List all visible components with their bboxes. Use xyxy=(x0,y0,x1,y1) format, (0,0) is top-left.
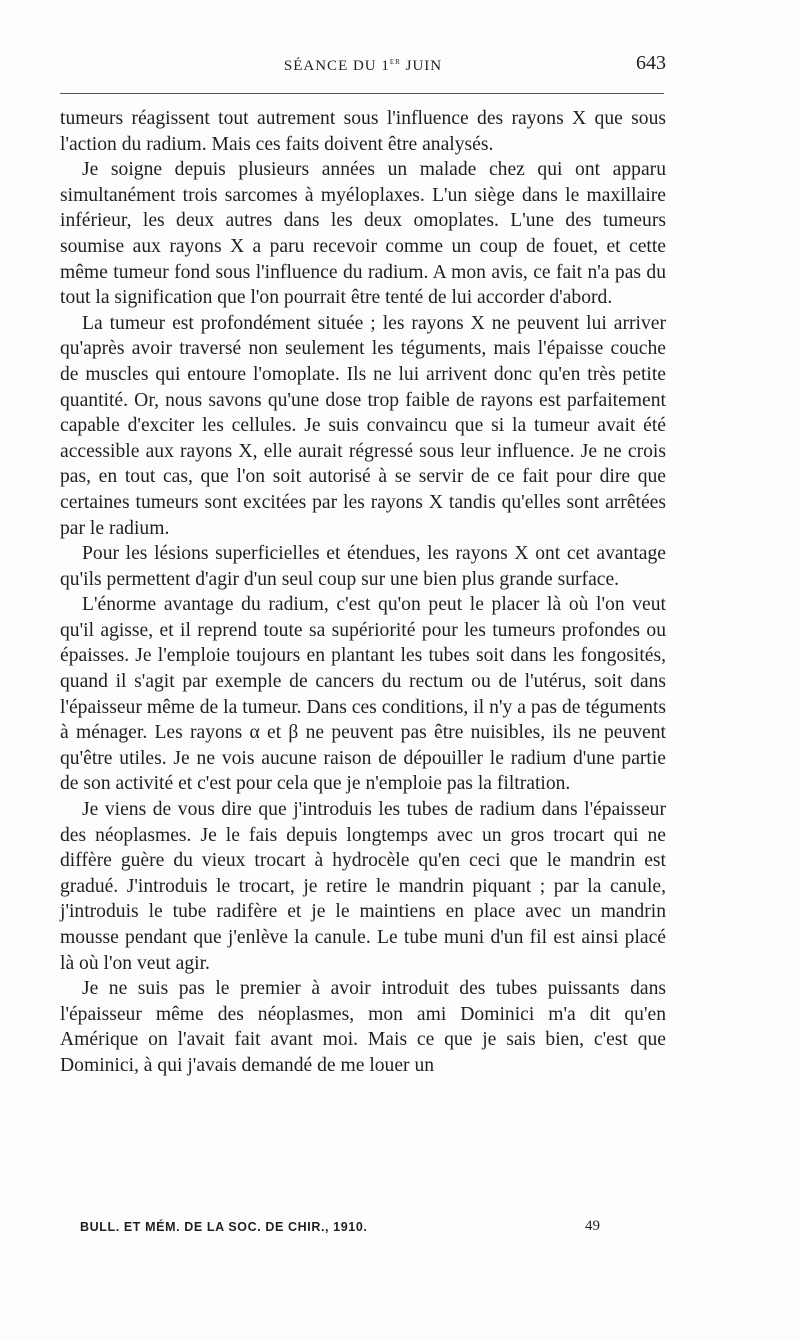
paragraph: Je viens de vous dire que j'introduis les tubes de radium dans l'épaisseur des néoplasmes. Je le fais depuis longtemps avec un gros trocart qui ne diffère guère du vieux trocart à hydrocèle qu'en ceci que le mandrin est gradué. J'introduis le trocart, je retire le mandrin piquant ; par la canule, j'introduis le tube radifère et je le maintiens en place avec un mandrin mousse pendant que j'enlève la canule. Le tube muni d'un fil est ainsi placé là où l'on veut agir. xyxy=(60,799,666,974)
running-title-superscript: er xyxy=(389,56,401,67)
paragraph: Je ne suis pas le premier à avoir introduit des tubes puissants dans l'épaisseur même des néoplasmes, mon ami Dominici m'a dit qu'en Amérique on l'avait fait avant moi. Mais ce que je sais bien, c'est que Dominici, à qui j'avais demandé de me louer un xyxy=(60,978,666,1076)
paragraph: Je soigne depuis plusieurs années un malade chez qui ont apparu simultanément trois sarcomes à myéloplaxes. L'un siège dans le maxillaire inférieur, les deux autres dans les deux omoplates. L'une des tumeurs soumise aux rayons X a paru recevoir comme un coup de fouet, et cette même tumeur fond sous l'influence du radium. A mon avis, ce fait n'a pas du tout la signification que l'on pourrait être tenté de lui accorder d'abord. xyxy=(60,159,666,309)
paragraph: L'énorme avantage du radium, c'est qu'on peut le placer là où l'on veut qu'il agisse, et il reprend toute sa supériorité pour les tumeurs profondes ou épaisses. Je l'emploie toujours en plantant les tubes soit dans les fongosités, quand il s'agit par exemple de cancers du rectum ou de l'utérus, soit dans l'épaisseur même de la tumeur. Dans ces conditions, il n'y a pas de téguments à ménager. Les rayons α et β ne peuvent pas être nuisibles, ils ne peuvent qu'être utiles. Je ne vois aucune raison de dépouiller le radium d'une partie de son activité et c'est pour cela que je n'emploie pas la filtration. xyxy=(60,594,666,795)
signature-mark: 49 xyxy=(585,1218,600,1234)
header-rule xyxy=(60,93,664,94)
paragraph: La tumeur est profondément située ; les rayons X ne peuvent lui arriver qu'après avoir traversé non seulement les téguments, mais l'épaisse couche de muscles qui entoure l'omoplate. Ils ne lui arrivent donc qu'en très petite quantité. Or, nous savons qu'une dose trop faible de rayons est parfaitement capable d'exciter les cellules. Je suis convaincu que si la tumeur avait été accessible aux rayons X, elle aurait régressé sous leur influence. Je ne crois pas, en tout cas, que l'on soit autorisé à se servir de ce fait pour dire que certaines tumeurs sont excitées par les rayons X tandis qu'elles sont arrêtées par le radium. xyxy=(60,312,666,539)
body-text xyxy=(60,106,666,1079)
page-number: 643 xyxy=(636,52,666,74)
paragraph: Pour les lésions superficielles et étendues, les rayons X ont cet avantage qu'ils permettent d'agir d'un seul coup sur une bien plus grande surface. xyxy=(60,543,666,590)
running-title xyxy=(60,56,666,75)
page-footer xyxy=(80,1218,600,1240)
running-title-suffix: JUIN xyxy=(400,58,443,74)
running-title-prefix: SÉANCE DU 1 xyxy=(283,58,390,74)
paragraph-continued: tumeurs réagissent tout autrement sous l'influence des rayons X que sous l'action du radium. Mais ces faits doivent être analysés. xyxy=(60,108,666,155)
running-head xyxy=(60,52,666,82)
journal-citation: BULL. ET MÉM. DE LA SOC. DE CHIR., 1910. xyxy=(80,1220,368,1234)
